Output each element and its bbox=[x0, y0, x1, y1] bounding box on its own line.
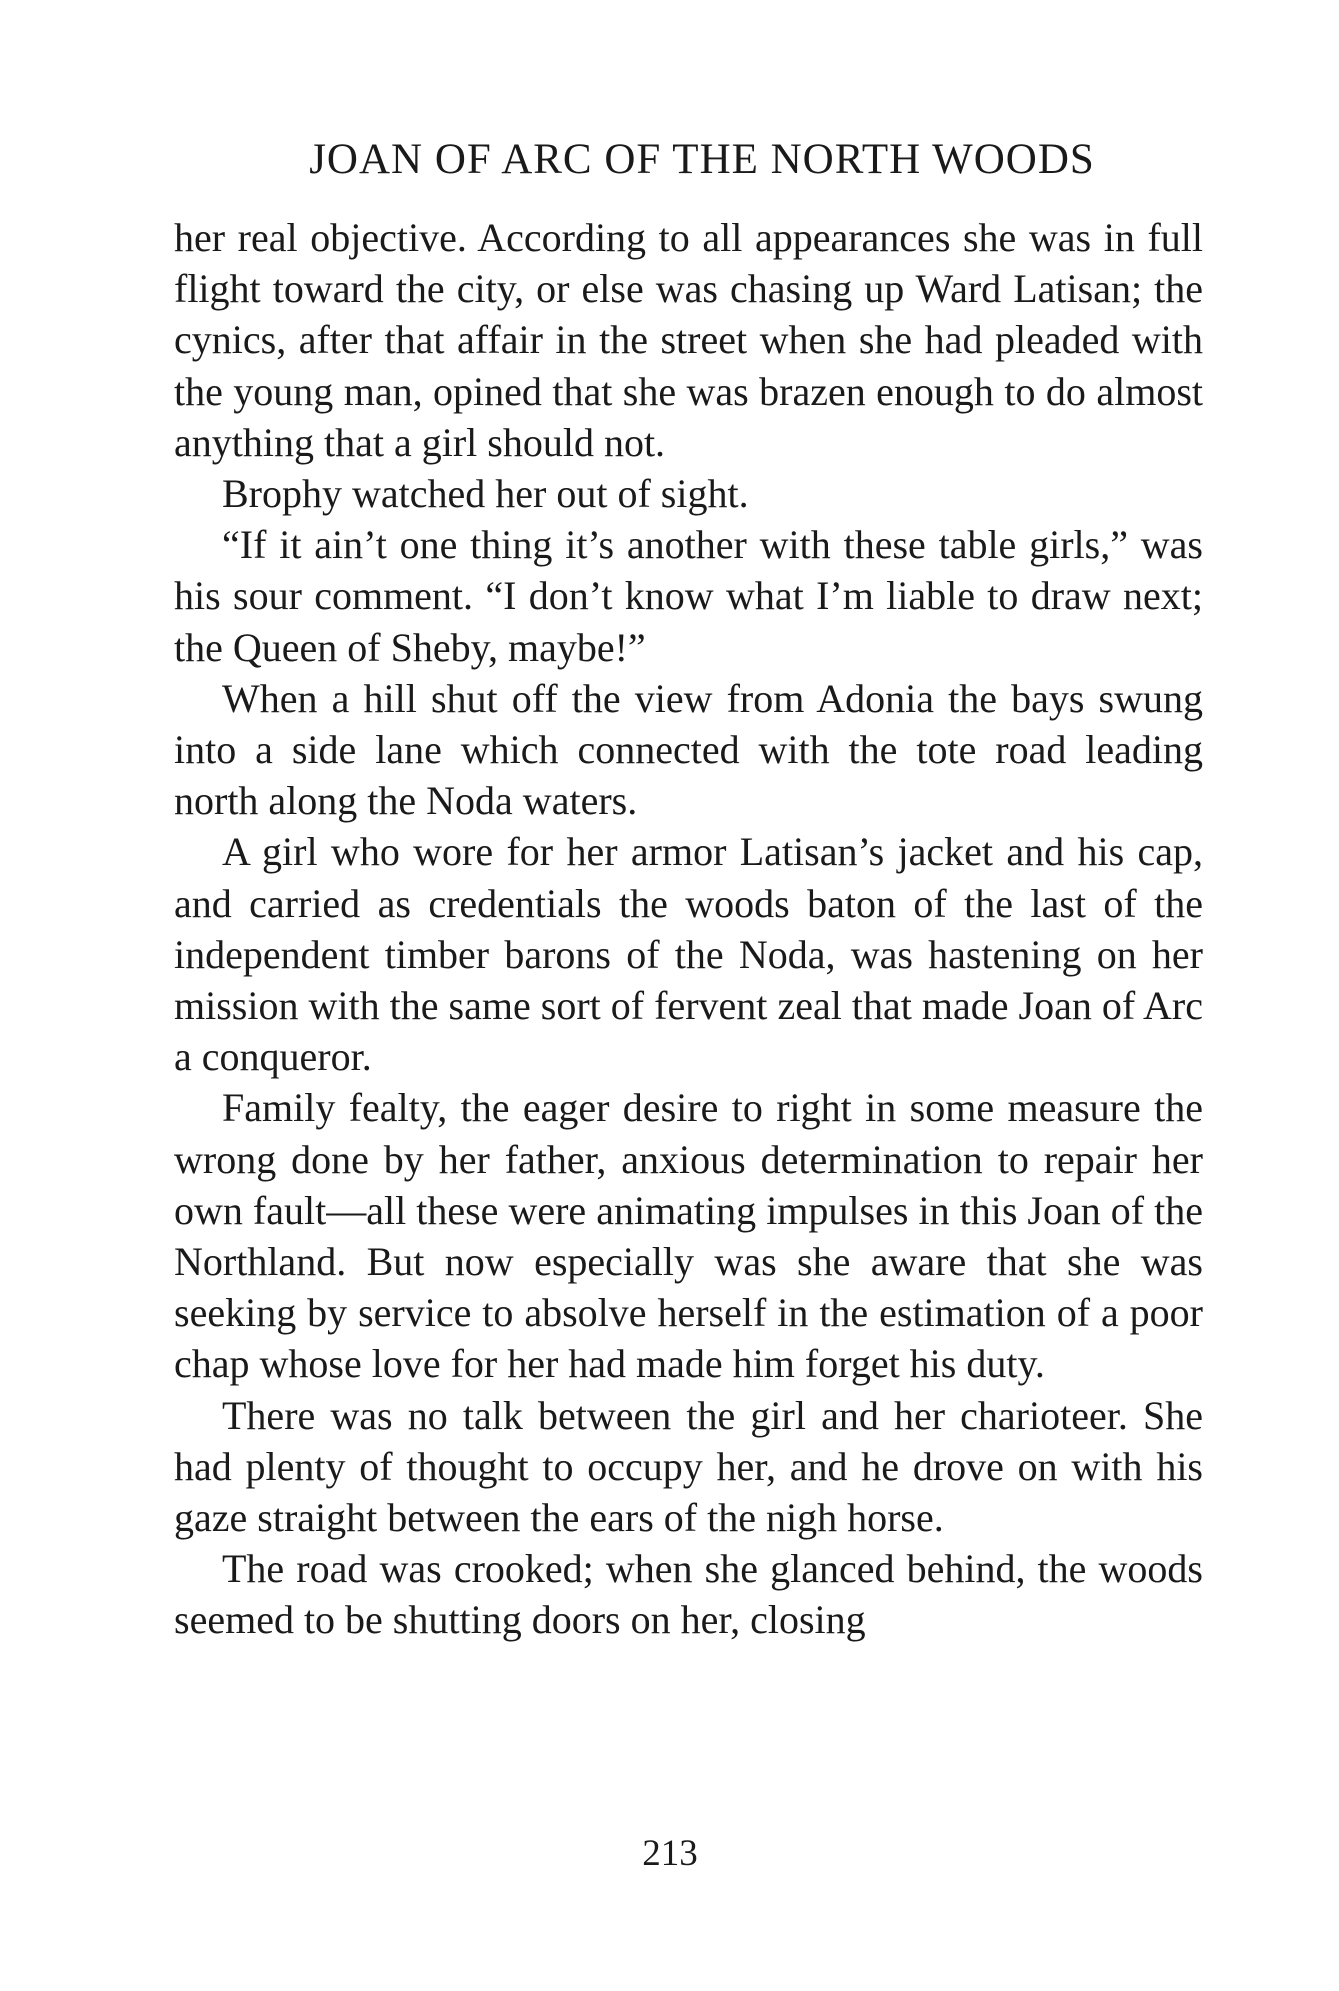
running-head: JOAN OF ARC OF THE NORTH WOODS bbox=[309, 136, 1095, 183]
paragraph: When a hill shut off the view from Adonia the bays swung into a side lane which connected with the tote road leading north along the Noda waters. bbox=[174, 675, 1203, 824]
paragraph: “If it ain’t one thing it’s another with these table girls,” was his sour comment. “I don’t know what I’m liable to draw next; the Queen of Sheby, maybe!” bbox=[174, 522, 1203, 670]
page-number: 213 bbox=[642, 1833, 698, 1874]
paragraph: The road was crooked; when she glanced behind, the woods seemed to be shutting doors on her, closing bbox=[174, 1546, 1203, 1643]
paragraph: A girl who wore for her armor Latisan’s jacket and his cap, and carried as credentials the woods baton of the last of the independent timber barons of the Noda, was hastening on her mission with the same sort of fervent zeal that made Joan of Arc a conqueror. bbox=[174, 829, 1203, 1080]
paragraph: Family fealty, the eager desire to right in some measure the wrong done by her father, anxious determination to repair her own fault—all these were animating impulses in this Joan of the Northland. But now especially was she aware that she was seeking by service to absolve herself in the estimation of a poor chap whose love for her had made him forget his duty. bbox=[174, 1085, 1203, 1387]
paragraph: Brophy watched her out of sight. bbox=[222, 471, 749, 517]
paragraph-continued: her real objective. According to all appearances she was in full flight toward the city, or else was chasing up Ward Latisan; the cynics, after that affair in the street when she had pleaded with the young man, opined that she was brazen enough to do almost anything that a girl should not. bbox=[174, 215, 1203, 465]
paragraph: There was no talk between the girl and her charioteer. She had plenty of thought to occupy her, and he drove on with his gaze straight between the ears of the nigh horse. bbox=[174, 1392, 1203, 1541]
body-text bbox=[174, 212, 1203, 1646]
